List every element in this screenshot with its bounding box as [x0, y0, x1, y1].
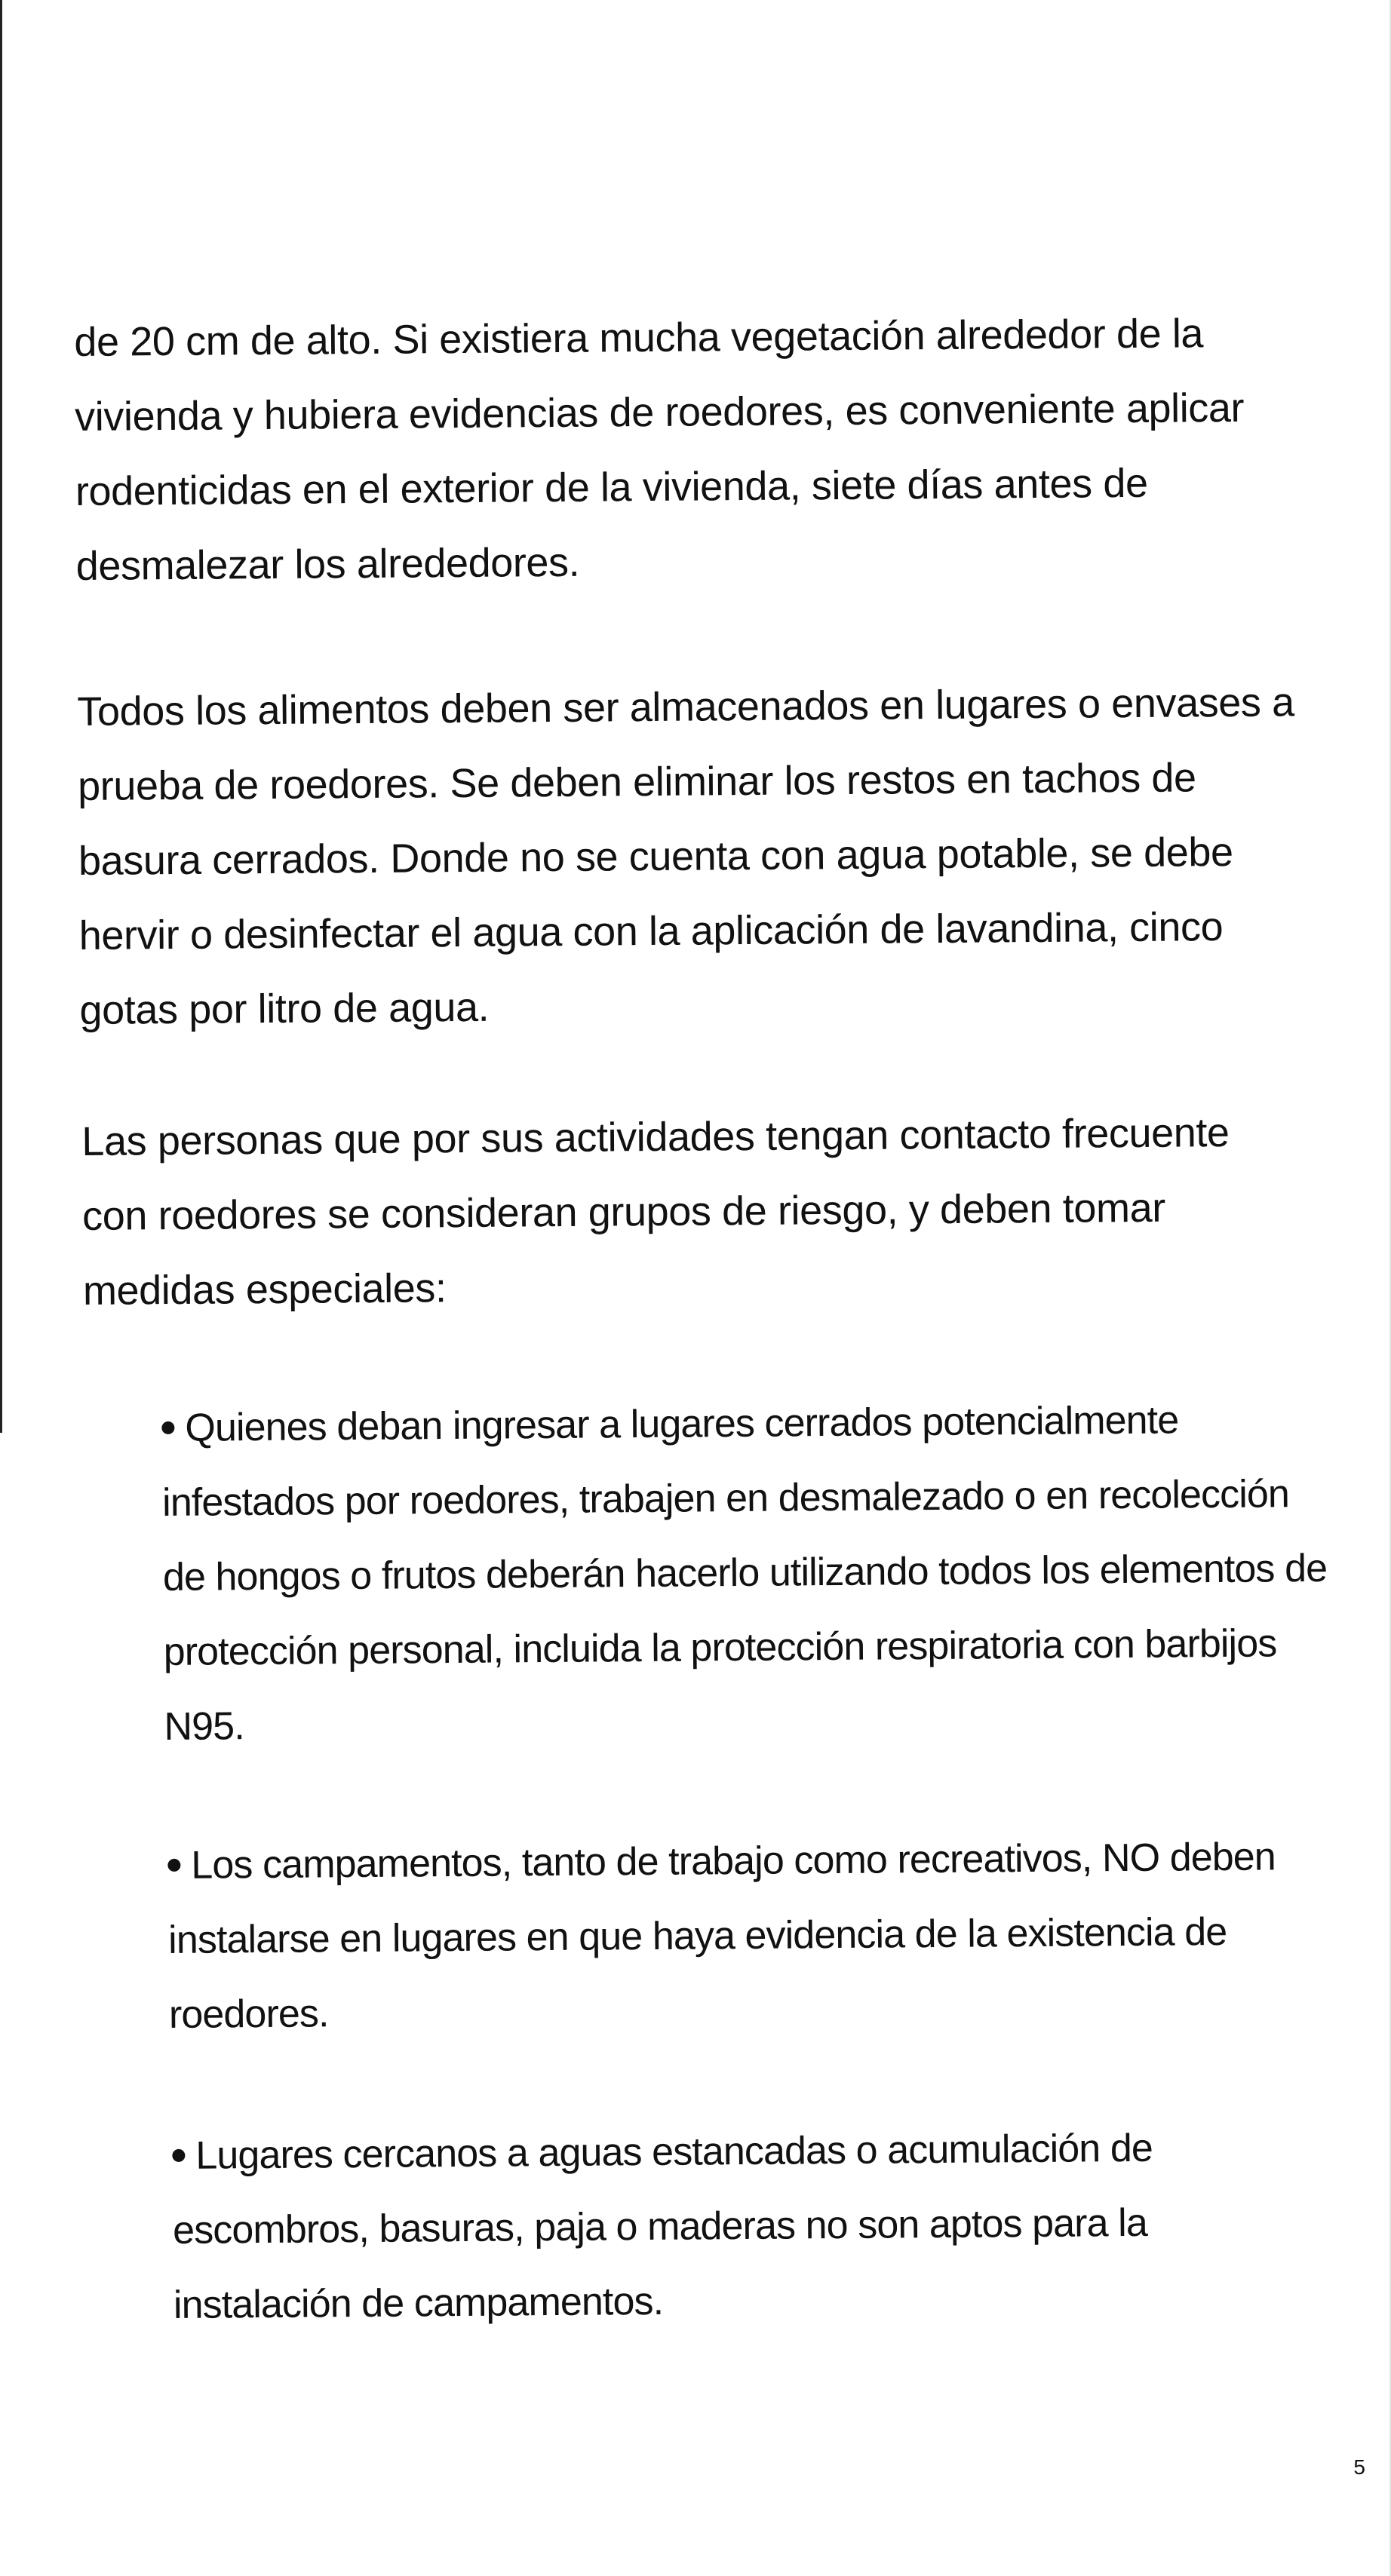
- bullet-dot-icon: [172, 2149, 185, 2162]
- left-border-line: [0, 0, 2, 1433]
- bullet-text: Los campamentos, tanto de trabajo como recreativos, NO deben instalarse en lugares en que haya evidencia de la existencia de roedores.: [167, 1835, 1276, 2037]
- bullet-dot-icon: [167, 1859, 180, 1872]
- bullet-item-camps: [167, 1820, 1316, 2053]
- bullet-text: Quienes deban ingresar a lugares cerrados potencialmente infestados por roedores, trabajen en desmalezado o en recolección de hongos o frutos deberán hacerlo utilizando todos los elementos de protección personal, incluida la protección respiratoria con barbijos N95.: [161, 1398, 1328, 1749]
- paragraph-rodenticides: de 20 cm de alto. Si existiera mucha vegetación alrededor de la vivienda y hubiera evidencias de roedores, es conveniente aplicar rodenticidas en el exterior de la vivienda, siete días antes de desmalezar los alrededores.: [74, 311, 1245, 589]
- bullet-item-camp-locations: [172, 2110, 1320, 2343]
- bullet-text: Lugares cercanos a aguas estancadas o acumulación de escombros, basuras, paja o maderas no son aptos para la instalación de campamentos.: [172, 2126, 1153, 2327]
- bullet-dot-icon: [161, 1421, 174, 1434]
- bullet-item-protection: [161, 1382, 1341, 1765]
- paragraph-risk-groups: Las personas que por sus actividades tengan contacto frecuente con roedores se consideran grupos de riesgo, y deben tomar medidas especiales:: [81, 1110, 1230, 1314]
- paragraph-food-storage: Todos los alimentos deben ser almacenados en lugares o envases a prueba de roedores. Se deben eliminar los restos en tachos de basura cerrados. Donde no se cuenta con agua potable, se debe hervir o desinfectar el agua con la aplicación de lavandina, cinco gotas por litro de agua.: [77, 679, 1294, 1033]
- page-number: 5: [1353, 2455, 1365, 2479]
